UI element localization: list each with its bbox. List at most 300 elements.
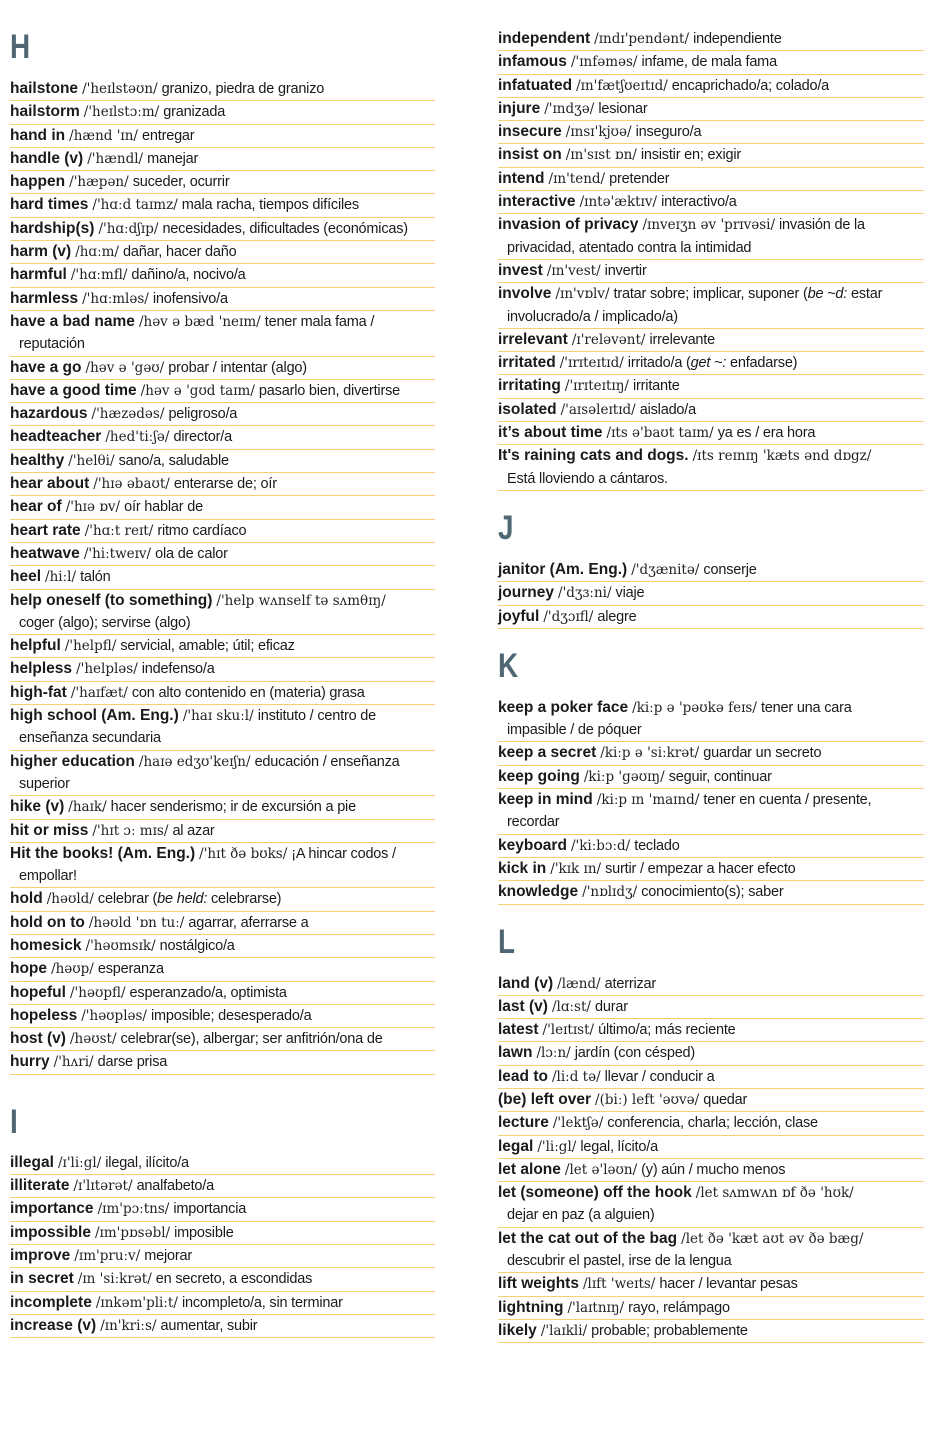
glossary-entry <box>10 450 435 473</box>
translation <box>105 1155 189 1171</box>
phonetic: /ɪ'liːgl/ <box>57 1154 102 1171</box>
translation <box>718 425 816 441</box>
translation-text: interactivo/a <box>661 194 737 211</box>
headword: lead to <box>498 1067 548 1085</box>
phonetic: /həv ə bæd 'neɪm/ <box>138 313 261 330</box>
headword: knowledge <box>498 883 579 901</box>
headword: it’s about time <box>498 424 603 442</box>
translation-text: mala racha, tiempos difíciles <box>181 197 359 214</box>
glossary-entry <box>10 888 435 911</box>
phonetic: /ɪn'kriːs/ <box>100 1317 157 1334</box>
translation <box>291 846 396 862</box>
translation <box>669 769 772 785</box>
headword: have a go <box>10 358 82 376</box>
entries-k <box>498 697 924 905</box>
translation <box>168 360 307 376</box>
translation-text: hacer senderismo; ir de excursión a pie <box>110 799 356 816</box>
phonetic: /ɪn'vɒlv/ <box>555 286 610 303</box>
translation-text: aterrizar <box>604 975 657 992</box>
phonetic: /'hɪt ðə bʊks/ <box>199 845 288 862</box>
headword: hand in <box>10 126 66 144</box>
headword: helpless <box>10 660 73 678</box>
phonetic: /'aɪsəleɪtɪd/ <box>560 401 636 418</box>
glossary-entry <box>10 357 435 380</box>
glossary-entry <box>10 1051 435 1074</box>
translation-text: mejorar <box>144 1247 193 1264</box>
phonetic: /'həʊmsɪk/ <box>85 937 156 954</box>
translation-text: celebrar(se), albergar; ser anfitrión/ona de <box>120 1031 383 1048</box>
headword: hard times <box>10 196 89 214</box>
headword: hold on to <box>10 913 85 931</box>
translation <box>172 823 214 839</box>
translation <box>659 1276 797 1292</box>
glossary-entry <box>498 98 924 121</box>
phonetic: /'heɪlstɔːm/ <box>83 104 160 121</box>
phonetic: /'hændl/ <box>87 150 144 167</box>
translation <box>614 286 883 302</box>
glossary-entry <box>498 835 924 858</box>
translation-text: irritado/a ( <box>627 355 691 372</box>
glossary-entry <box>498 191 924 214</box>
phonetic: /lænd/ <box>557 975 601 992</box>
translation <box>265 314 374 330</box>
translation-text: dañino/a, nocivo/a <box>131 267 246 284</box>
glossary-entry <box>10 171 435 194</box>
headword: involve <box>498 285 552 303</box>
translation-text: darse prisa <box>97 1054 168 1071</box>
translation-text: importancia <box>173 1201 247 1218</box>
translation-text: seguir, continuar <box>668 768 772 785</box>
translation-italic: be ~d: <box>807 286 848 303</box>
headword: homesick <box>10 936 82 954</box>
translation <box>124 499 203 515</box>
translation <box>641 1162 785 1178</box>
headword: improve <box>10 1246 71 1264</box>
headword: healthy <box>10 451 65 469</box>
headword: lightning <box>498 1298 564 1316</box>
phonetic: /'ɪnfəməs/ <box>570 54 638 71</box>
headword: hold <box>10 890 43 908</box>
translation-text: aumentar, subir <box>160 1317 258 1334</box>
glossary-entry <box>10 496 435 519</box>
phonetic: /(biː) left 'əʊvə/ <box>595 1091 700 1108</box>
headword: lawn <box>498 1044 533 1062</box>
headword: irrelevant <box>498 330 568 348</box>
glossary-entry <box>10 264 435 287</box>
glossary-entry <box>10 1175 435 1198</box>
translation <box>162 81 324 97</box>
glossary-entry <box>10 78 435 101</box>
translation-text: último/a; más reciente <box>598 1022 736 1039</box>
headword: hardship(s) <box>10 219 95 237</box>
letter-heading-j: J <box>498 508 514 547</box>
glossary-entry <box>10 958 435 981</box>
translation <box>703 562 756 578</box>
headword: heel <box>10 568 42 586</box>
headword: heatwave <box>10 544 80 562</box>
translation <box>168 406 237 422</box>
glossary-entry <box>10 241 435 264</box>
translation <box>598 101 647 117</box>
headword: isolated <box>498 400 557 418</box>
translation-continued: enseñanza secundaria <box>19 730 161 747</box>
translation-text: imposible <box>174 1224 234 1241</box>
headword: increase (v) <box>10 1316 97 1334</box>
translation-text: nostálgico/a <box>159 937 235 954</box>
translation-text: granizo, piedra de granizo <box>161 81 325 97</box>
translation <box>641 884 783 900</box>
glossary-entry <box>10 1152 435 1175</box>
translation-text: manejar <box>147 150 199 167</box>
translation <box>779 217 865 233</box>
translation <box>182 197 359 213</box>
phonetic: /ɪm'pɒsəbl/ <box>95 1224 171 1241</box>
phonetic: /'kɪk ɪn/ <box>550 860 602 877</box>
translation <box>144 1248 192 1264</box>
headword: illiterate <box>10 1177 70 1195</box>
translation-text: lesionar <box>598 100 648 117</box>
phonetic: /hiːl/ <box>45 569 77 586</box>
headword: illegal <box>10 1153 54 1171</box>
translation-text: educación / enseñanza <box>254 753 400 770</box>
glossary-entry <box>498 144 924 167</box>
translation-text: en secreto, a escondidas <box>155 1271 313 1288</box>
glossary-entry <box>10 125 435 148</box>
phonetic: /'haɪfæt/ <box>70 684 128 701</box>
headword: heart rate <box>10 521 81 539</box>
phonetic: /ɪn'tend/ <box>548 170 606 187</box>
translation-continued: descubrir el pastel, irse de la lengua <box>507 1253 732 1270</box>
translation <box>173 1201 246 1217</box>
headword: high-fat <box>10 683 67 701</box>
phonetic: /'həʊpləs/ <box>81 1007 147 1024</box>
phonetic: /ɪnveɪʒn əv 'prɪvəsi/ <box>642 217 775 234</box>
translation-text: inseguro/a <box>635 124 702 141</box>
translation <box>649 332 715 348</box>
translation <box>640 402 696 418</box>
translation <box>98 891 281 907</box>
translation-text: indefenso/a <box>141 661 215 678</box>
translation-continued: coger (algo); servirse (algo) <box>19 614 191 631</box>
translation <box>607 1115 818 1131</box>
translation-continued: dejar en paz (a alguien) <box>507 1207 655 1224</box>
headword: importance <box>10 1200 94 1218</box>
glossary-entry <box>498 1297 924 1320</box>
translation <box>641 147 741 163</box>
phonetic: /ɪn'sɪst ɒn/ <box>565 147 637 164</box>
translation-text: conserje <box>703 561 757 578</box>
headword: helpful <box>10 637 61 655</box>
phonetic: /ɪts ə'baʊt taɪm/ <box>606 425 714 442</box>
headword: let the cat out of the bag <box>498 1229 678 1247</box>
phonetic: /ɪn'fætʃʊeɪtɪd/ <box>576 77 668 94</box>
phonetic: /hɑːm/ <box>75 244 119 261</box>
headword: independent <box>498 30 591 47</box>
glossary-entry <box>10 543 435 566</box>
translation <box>597 609 636 625</box>
glossary-entry <box>10 194 435 217</box>
translation-text: incompleto/a, sin terminar <box>181 1294 343 1311</box>
phonetic: /ɪm'pruːv/ <box>74 1247 141 1264</box>
translation-text: tener en cuenta / presente, <box>703 792 872 809</box>
glossary-entry <box>10 403 435 426</box>
phonetic: /haɪk/ <box>68 799 107 816</box>
phonetic: /'hɪə əbaʊt/ <box>93 476 170 493</box>
translation-continued: impasible / de póquer <box>507 722 642 739</box>
glossary-entry <box>498 1136 924 1159</box>
phonetic: /'hɑːd taɪmz/ <box>92 197 178 214</box>
headword: keep going <box>498 767 580 785</box>
translation-text: peligroso/a <box>168 406 238 423</box>
phonetic: /ɪntə'æktɪv/ <box>579 194 658 211</box>
glossary-entry <box>498 75 924 98</box>
glossary-entry <box>10 796 435 819</box>
headword: lecture <box>498 1114 549 1132</box>
glossary-entry <box>498 121 924 144</box>
translation-text: probable; probablemente <box>591 1322 748 1339</box>
phonetic: /həʊp/ <box>51 961 94 978</box>
headword: joyful <box>498 607 540 625</box>
translation-text: jardín (con césped) <box>574 1045 696 1062</box>
glossary-entry <box>498 742 924 765</box>
glossary-entry <box>10 682 435 705</box>
headword: help oneself (to something) <box>10 591 213 609</box>
phonetic: /ɪ'lɪtərət/ <box>73 1178 133 1195</box>
translation <box>174 476 277 492</box>
translation <box>595 999 628 1015</box>
glossary-entry <box>10 1315 435 1338</box>
phonetic: /'leɪtɪst/ <box>542 1022 595 1039</box>
letter-heading-l: L <box>498 922 516 961</box>
translation <box>672 78 829 94</box>
translation-text: conocimiento(s); saber <box>641 884 784 901</box>
glossary-entry <box>10 912 435 935</box>
translation-continued: Está lloviendo a cántaros. <box>507 470 668 487</box>
phonetic: /'həʊpfl/ <box>70 984 126 1001</box>
translation-text: ritmo cardíaco <box>157 522 247 539</box>
glossary-entry <box>498 352 924 375</box>
headword: (be) left over <box>498 1090 592 1108</box>
translation <box>598 1022 735 1038</box>
headword: harmless <box>10 289 79 307</box>
headword: last (v) <box>498 997 548 1015</box>
translation-text: celebrar ( <box>97 891 158 908</box>
translation-text: talón <box>80 569 111 586</box>
headword: irritating <box>498 377 561 395</box>
translation-text: ilegal, ilícito/a <box>105 1154 189 1171</box>
translation <box>155 546 228 562</box>
right-column <box>498 0 924 1343</box>
translation-text: tener mala fama / <box>264 313 375 330</box>
glossary-entry <box>10 705 435 751</box>
translation <box>609 171 669 187</box>
glossary-entry <box>10 1292 435 1315</box>
phonetic: /let ðə 'kæt aʊt əv ðə bæg/ <box>681 1230 864 1247</box>
translation-text: ola de calor <box>155 545 228 562</box>
phonetic: /ɪn 'siːkrət/ <box>77 1271 152 1288</box>
phonetic: /haɪə edʒʊ'keɪʃn/ <box>138 753 251 770</box>
translation <box>642 54 777 70</box>
headword: have a bad name <box>10 312 135 330</box>
headword: intend <box>498 169 545 187</box>
glossary-entry <box>10 426 435 449</box>
headword: headteacher <box>10 428 102 446</box>
glossary-entry <box>10 218 435 241</box>
headword: invest <box>498 261 543 279</box>
phonetic: /kiːp ə 'siːkrət/ <box>600 745 700 762</box>
headword: injure <box>498 99 541 117</box>
headword: likely <box>498 1321 537 1339</box>
headword: latest <box>498 1021 539 1039</box>
glossary-entry <box>10 1198 435 1221</box>
translation-text-end: celebrarse) <box>207 891 282 908</box>
glossary-entry <box>498 973 924 996</box>
translation-text: oír hablar de <box>124 499 203 516</box>
headword: higher education <box>10 752 135 770</box>
phonetic: /'hɑːmfl/ <box>70 267 128 284</box>
translation-text: director/a <box>173 429 232 446</box>
phonetic: /'helθi/ <box>68 452 115 469</box>
translation-italic: be held: <box>157 891 208 908</box>
phonetic: /'help wʌnself tə sʌmθɪŋ/ <box>216 592 386 609</box>
translation-text: tener una cara <box>760 699 852 716</box>
translation <box>188 915 308 931</box>
translation-text: ya es / era hora <box>717 425 816 442</box>
headword: hailstone <box>10 80 79 97</box>
entries-j <box>498 559 924 629</box>
translation <box>98 961 164 977</box>
translation-text: instituto / centro de <box>257 708 377 725</box>
translation <box>160 1318 257 1334</box>
phonetic: /'hɑːdʃɪp/ <box>98 220 159 237</box>
headword: insecure <box>498 123 562 141</box>
glossary-entry <box>10 843 435 889</box>
translation-text: suceder, ocurrir <box>132 174 230 191</box>
phonetic: /'hɑːt reɪt/ <box>84 522 154 539</box>
phonetic: /'ɪrɪteɪtɪd/ <box>559 355 624 372</box>
phonetic: /kiːp ɪn 'maɪnd/ <box>596 792 700 809</box>
translation-text-end: estar <box>847 286 883 303</box>
letter-heading-k: K <box>498 646 519 685</box>
translation-text: tratar sobre; implicar, suponer ( <box>613 286 808 303</box>
headword: hurry <box>10 1053 50 1071</box>
glossary-entry <box>498 789 924 835</box>
glossary-entry <box>498 1066 924 1089</box>
headword: infatuated <box>498 76 573 94</box>
phonetic: /həv ə 'gʊd taɪm/ <box>140 382 255 399</box>
translation <box>591 1323 748 1339</box>
glossary-entry <box>498 1273 924 1296</box>
translation-continued: recordar <box>507 814 560 831</box>
translation <box>259 383 400 399</box>
translation <box>153 291 228 307</box>
phonetic: /ɪndɪ'pendənt/ <box>594 31 690 47</box>
translation-continued: privacidad, atentado contra la intimidad <box>507 239 752 256</box>
headword: insist on <box>498 146 562 164</box>
glossary-entry <box>498 1182 924 1228</box>
glossary-entry <box>498 1320 924 1343</box>
glossary-entry <box>10 101 435 124</box>
translation <box>111 799 356 815</box>
headword: harmful <box>10 266 67 284</box>
translation-text: llevar / conducir a <box>604 1068 715 1085</box>
translation <box>634 838 679 854</box>
translation-text: servicial, amable; útil; eficaz <box>120 638 295 655</box>
phonetic: /ɪnsɪ'kjʊə/ <box>565 124 632 141</box>
headword: hear of <box>10 498 62 516</box>
glossary-entry <box>10 1245 435 1268</box>
translation-text: al azar <box>172 822 215 839</box>
translation-text: dañar, hacer daño <box>123 244 237 261</box>
glossary-entry <box>498 329 924 352</box>
translation-italic: get ~: <box>690 355 727 372</box>
headword: keep in mind <box>498 791 593 809</box>
translation <box>80 569 110 585</box>
glossary-entry <box>498 422 924 445</box>
translation <box>703 792 871 808</box>
translation <box>628 1300 730 1316</box>
glossary-entry <box>10 288 435 311</box>
glossary-entry <box>498 996 924 1019</box>
phonetic: /'ɪndʒə/ <box>544 100 595 117</box>
headword: hike (v) <box>10 798 65 816</box>
glossary-entry <box>10 751 435 797</box>
phonetic: /ɪm'pɔːtns/ <box>97 1201 170 1218</box>
translation-text: pasarlo bien, divertirse <box>258 382 400 399</box>
phonetic: /liːd tə/ <box>551 1068 601 1085</box>
translation-text: legal, lícito/a <box>580 1138 658 1155</box>
glossary-entry <box>498 858 924 881</box>
headword: interactive <box>498 193 576 211</box>
headword: in secret <box>10 1270 74 1288</box>
phonetic: /kiːp ə 'pəʊkə feɪs/ <box>632 699 757 716</box>
headword: hope <box>10 960 48 978</box>
phonetic: /'hæpən/ <box>69 174 129 191</box>
phonetic: /let sʌmwʌn ɒf ðə 'hʊk/ <box>695 1185 854 1202</box>
headword: host (v) <box>10 1030 66 1048</box>
headword: high school (Am. Eng.) <box>10 707 179 725</box>
translation <box>121 1031 383 1047</box>
phonetic: /'hɑːmləs/ <box>82 290 149 307</box>
translation <box>575 1045 695 1061</box>
phonetic: /ɪn'vest/ <box>546 262 601 279</box>
headword: hear about <box>10 475 90 493</box>
translation-text: hacer / levantar pesas <box>659 1276 798 1293</box>
translation <box>157 523 246 539</box>
phonetic: /'hɪə ɒv/ <box>65 499 121 516</box>
translation-text: agarrar, aferrarse a <box>188 914 309 931</box>
translation <box>130 985 287 1001</box>
phonetic: /'hʌri/ <box>53 1054 94 1071</box>
phonetic: /hænd 'ɪn/ <box>69 127 138 144</box>
glossary-entry <box>10 590 435 636</box>
translation-text: entregar <box>142 127 195 144</box>
translation-text: independiente <box>693 31 782 47</box>
letter-heading-h: H <box>10 28 31 66</box>
translation <box>661 194 737 210</box>
glossary-entry <box>498 766 924 789</box>
glossary-entry <box>498 260 924 283</box>
headword: keep a secret <box>498 744 597 762</box>
headword: keep a poker face <box>498 698 629 716</box>
translation <box>761 700 852 716</box>
phonetic: /'haɪ skuːl/ <box>182 708 254 725</box>
translation-text: con alto contenido en (materia) grasa <box>131 684 365 701</box>
glossary-entry <box>498 214 924 260</box>
phonetic: /ɪnkəm'pliːt/ <box>95 1294 178 1311</box>
headword: hopeful <box>10 983 66 1001</box>
translation-text: invertir <box>604 262 647 279</box>
